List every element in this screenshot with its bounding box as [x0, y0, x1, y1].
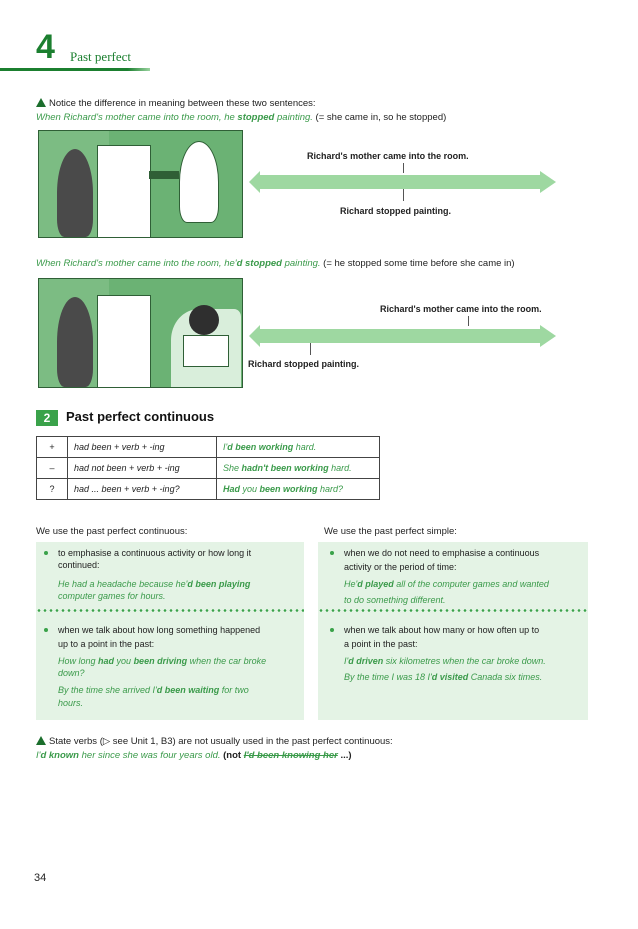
timeline1-top-label: Richard's mother came into the room.: [307, 151, 469, 161]
notice-text: Notice the difference in meaning between these two sentences:: [49, 98, 316, 109]
ex-part: He had a headache because he': [58, 579, 188, 589]
s1-c: painting.: [274, 112, 313, 123]
state-note-text: State verbs (▷ see Unit 1, B3) are not usually used in the past perfect continuous:: [49, 736, 393, 747]
timeline1-right-arrow: [540, 171, 556, 193]
left-b2-line2: up to a point in the past:: [58, 639, 155, 649]
ex-part: By the time she arrived I': [58, 685, 157, 695]
ex-part: I'd been knowing her: [243, 750, 338, 761]
ex-part: when the car broke: [187, 656, 267, 666]
table-cell-example: [217, 458, 380, 479]
notice-line: [36, 97, 316, 110]
table-row: [37, 437, 380, 458]
ex-part: six kilometres when the car broke down.: [383, 656, 546, 666]
left-b1-line2: continued:: [58, 560, 100, 570]
timeline2-left-arrow: [249, 325, 260, 347]
bullet: [44, 551, 48, 555]
ex-part: d driven: [348, 656, 384, 666]
ex-part: her since she was four years old.: [78, 750, 221, 761]
dotted-divider: [318, 609, 588, 612]
right-b1-line1: when we do not need to emphasise a continuous: [344, 548, 540, 558]
s1-d: (= she came in, so he stopped): [312, 112, 447, 123]
bullet: [330, 551, 334, 555]
timeline2-bottom-label: Richard stopped painting.: [248, 359, 360, 369]
timeline1-bar: [260, 175, 540, 189]
ex-part: d known: [40, 750, 79, 761]
s2-b: d stopped: [236, 258, 282, 269]
table-cell-form: had been + verb + -ing: [68, 437, 217, 458]
ex-part: He': [344, 579, 358, 589]
timeline1-tick-top: [403, 163, 404, 173]
bullet: [44, 628, 48, 632]
s2-c: painting.: [281, 258, 321, 269]
bullet: [330, 628, 334, 632]
timeline2-tick-bottom: [310, 343, 311, 355]
ex-part: ...): [337, 750, 352, 761]
ex-part: you: [240, 484, 260, 494]
table-row: [37, 479, 380, 500]
section-number: 2: [36, 410, 58, 426]
ex-part: d visited: [431, 672, 469, 682]
ex-part: d been playing: [187, 579, 251, 589]
ex-part: She: [223, 463, 242, 473]
state-verbs-note: [36, 735, 393, 748]
header-rule: [0, 68, 150, 71]
warning-icon: [36, 736, 46, 745]
table-cell-symbol: ?: [37, 479, 68, 500]
ex-part: hard.: [293, 442, 317, 452]
timeline1-bottom-label: Richard stopped painting.: [340, 206, 452, 216]
sentence-2: [36, 257, 515, 270]
ex-part: d played: [357, 579, 394, 589]
left-b1-example1: [58, 578, 250, 590]
timeline2-tick-top: [468, 316, 469, 326]
forms-table: [36, 436, 380, 500]
page-number: 34: [34, 872, 47, 884]
ex-part: hard?: [317, 484, 344, 494]
left-b2-example1: [58, 655, 266, 667]
table-cell-symbol: –: [37, 458, 68, 479]
right-b1-example2: to do something different.: [344, 595, 446, 605]
right-b2-line1: when we talk about how many or how often up to: [344, 625, 540, 635]
illustration-mother-enters: [38, 130, 243, 238]
timeline1-tick-bottom: [403, 189, 404, 201]
s1-a: When Richard's mother came into the room, he: [36, 112, 238, 123]
ex-part: d been waiting: [156, 685, 220, 695]
ex-part: you: [114, 656, 134, 666]
sentence-1: [36, 111, 446, 124]
timeline2-top-label: Richard's mother came into the room.: [380, 304, 542, 314]
unit-title: Past perfect: [70, 49, 132, 64]
left-b2-example4: hours.: [58, 698, 84, 708]
s2-a: When Richard's mother came into the room, he': [36, 258, 237, 269]
right-b2-line2: a point in the past:: [344, 639, 418, 649]
ex-part: had: [98, 656, 115, 666]
ex-part: Had: [223, 484, 241, 494]
left-b1-example2: computer games for hours.: [58, 591, 166, 601]
table-row: [37, 458, 380, 479]
ex-part: By the time I was 18 I': [344, 672, 432, 682]
ex-part: d been working: [227, 442, 294, 452]
ex-part: been driving: [133, 656, 188, 666]
ex-part: I': [344, 656, 349, 666]
ex-part: I': [36, 750, 41, 761]
right-heading: We use the past perfect simple:: [324, 526, 457, 537]
ex-part: Canada six times.: [468, 672, 543, 682]
ex-part: (not: [220, 750, 244, 761]
left-heading: We use the past perfect continuous:: [36, 526, 188, 537]
ex-part: for two: [219, 685, 249, 695]
left-b2-example3: [58, 684, 249, 696]
right-b1-line2: activity or the period of time:: [344, 562, 457, 572]
timeline1-left-arrow: [249, 171, 260, 193]
ex-part: How long: [58, 656, 99, 666]
state-verbs-example: [36, 749, 352, 762]
illustration-richard-resting: [38, 278, 243, 388]
timeline2-right-arrow: [540, 325, 556, 347]
unit-number: 4: [36, 28, 55, 66]
ex-part: been working: [259, 484, 318, 494]
ex-part: hard.: [328, 463, 352, 473]
section-title: Past perfect continuous: [66, 409, 215, 424]
table-cell-example: [217, 437, 380, 458]
warning-icon: [36, 98, 46, 107]
right-b2-example1: [344, 655, 546, 667]
right-b2-example2: [344, 671, 542, 683]
right-b1-example1: [344, 578, 549, 590]
table-cell-symbol: +: [37, 437, 68, 458]
timeline2-bar: [260, 329, 540, 343]
ex-part: all of the computer games and wanted: [393, 579, 549, 589]
table-cell-example: [217, 479, 380, 500]
ex-part: I': [223, 442, 228, 452]
s2-d: (= he stopped some time before she came in): [320, 258, 515, 269]
left-b1-line1: to emphasise a continuous activity or how long it: [58, 548, 252, 558]
ex-part: hadn't been working: [241, 463, 329, 473]
dotted-divider: [36, 609, 304, 612]
table-cell-form: had ... been + verb + -ing?: [68, 479, 217, 500]
left-b2-example2: down?: [58, 668, 85, 678]
table-cell-form: had not been + verb + -ing: [68, 458, 217, 479]
left-b2-line1: when we talk about how long something happened: [58, 625, 261, 635]
s1-b: stopped: [237, 112, 275, 123]
